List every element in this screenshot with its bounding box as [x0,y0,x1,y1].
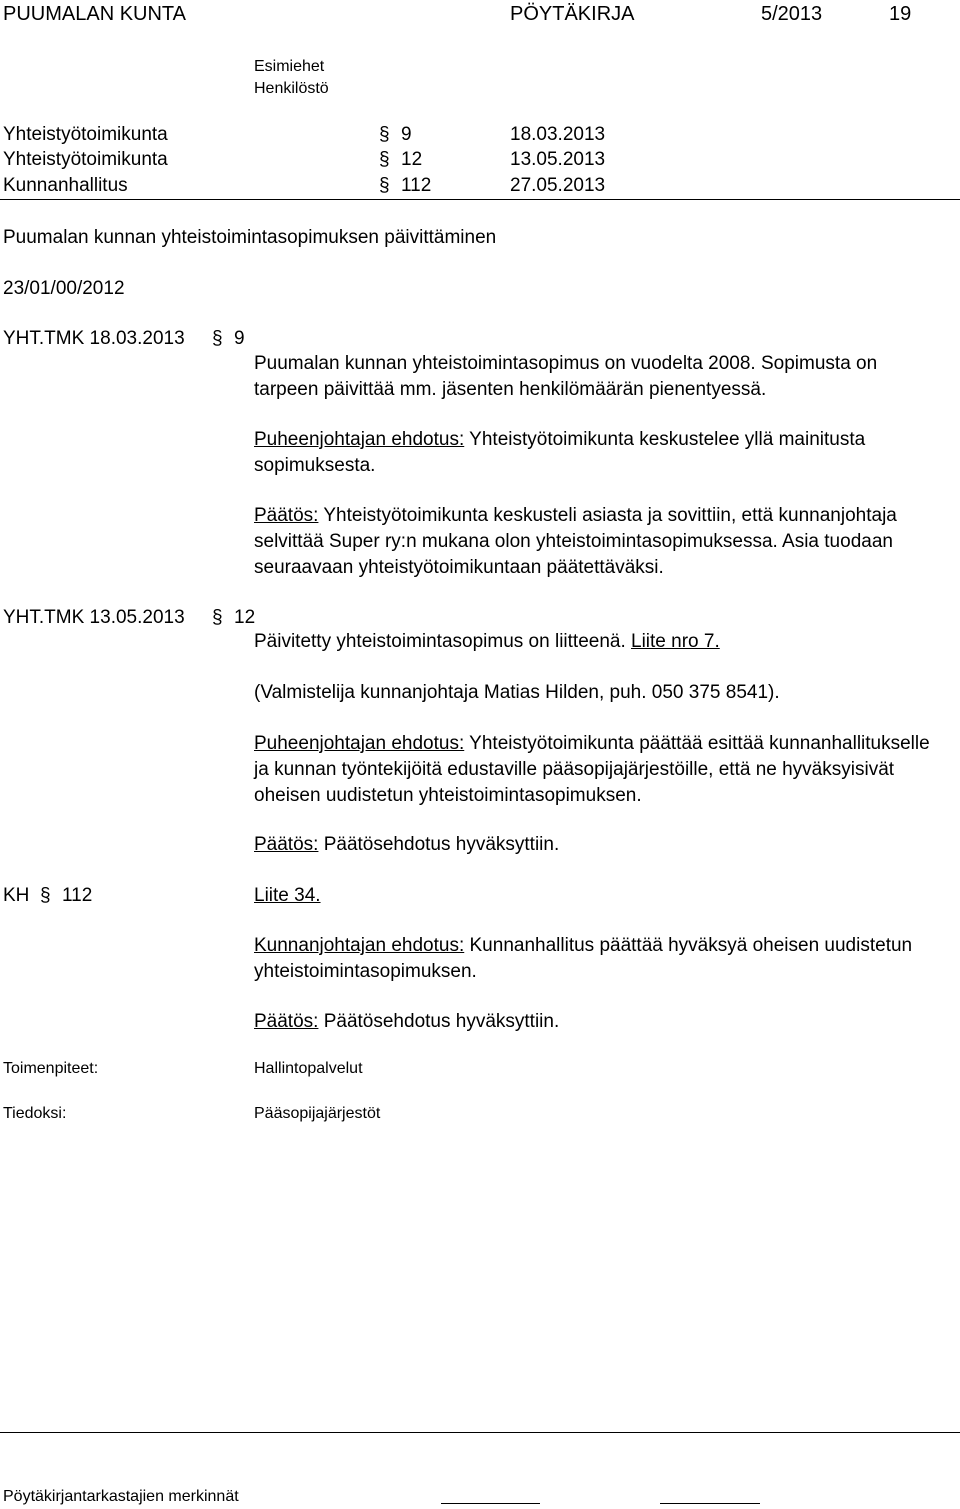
signature-line [441,1503,540,1504]
footer-rule [0,1432,960,1433]
proposal-label: Puheenjohtajan ehdotus: [254,429,465,450]
meeting-body: Yhteistyötoimikunta [3,149,168,170]
decision-text: Yhteistyötoimikunta keskusteli asiasta ja sovittiin, että kunnanjohtaja selvittää Super ry:n mukana olon yhteistoimintasopimuksessa. Asia tuodaan seuraavaan yhteistyötoimikuntaan päätettäväksi. [254,505,897,578]
item-reference: YHT.TMK 13.05.2013 [3,607,185,628]
proposal-label: Puheenjohtajan ehdotus: [254,733,465,754]
attachment-link[interactable]: Liite 34. [254,885,321,906]
item-intro [254,629,944,655]
recipient: Henkilöstö [254,80,329,97]
meeting-section-number: 112 [401,175,432,196]
item-intro: Puumalan kunnan yhteistoimintasopimus on vuodelta 2008. Sopimusta on tarpeen päivittää mm. jäsenten henkilömäärän pienentyessä. [254,353,878,400]
header-doc-no: 5/2013 [761,3,823,25]
proposal-text: Yhteistyötoimikunta keskustelee yllä mainitusta sopimuksesta. [254,429,866,476]
decision [254,832,944,858]
info-label: Tiedoksi: [3,1105,67,1122]
actions-label: Toimenpiteet: [3,1060,99,1077]
proposal-text: Yhteistyötoimikunta päättää esittää kunnanhallitukselle ja kunnan työntekijöitä edustaville pääsopijajärjestöille, että ne hyväksyisivät oheisen uudistetun yhteistoimintasopimuksen. [254,733,930,806]
intro-text: Päivitetty yhteistoimintasopimus on liitteenä. [254,631,632,652]
decision-label: Päätös: [254,834,319,855]
header-page-number: 19 [889,3,912,25]
section-sign: § [379,175,390,196]
recipient: Esimiehet [254,58,325,75]
section-sign: § [212,328,223,349]
decision [254,503,944,581]
item-section-number: 9 [234,328,245,349]
section-sign: § [40,885,51,906]
meeting-date: 18.03.2013 [510,124,606,145]
attachment-link[interactable]: Liite nro 7. [631,631,720,652]
record-number: 23/01/00/2012 [3,278,125,299]
actions-value: Hallintopalvelut [254,1060,363,1077]
decision-label: Päätös: [254,1011,319,1032]
item-reference: KH [3,885,30,906]
signature-line [660,1503,760,1504]
info-value: Pääsopijajärjestöt [254,1105,381,1122]
header-doc-type: PÖYTÄKIRJA [510,3,635,25]
preparer-note: (Valmistelija kunnanjohtaja Matias Hilden, puh. 050 375 8541). [254,682,780,703]
item-reference: YHT.TMK 18.03.2013 [3,328,185,349]
footer-label: Pöytäkirjantarkastajien merkinnät [3,1488,239,1505]
item-section-number: 112 [62,885,93,906]
decision-label: Päätös: [254,505,319,526]
proposal-text: Kunnanhallitus päättää hyväksyä oheisen uudistetun yhteistoimintasopimuksen. [254,935,913,982]
chair-proposal [254,427,944,479]
decision-text: Päätösehdotus hyväksyttiin. [318,834,560,855]
decision [254,1009,944,1035]
section-sign: § [379,124,390,145]
decision-text: Päätösehdotus hyväksyttiin. [318,1011,560,1032]
meeting-section-number: 12 [401,149,423,170]
proposal-label: Kunnanjohtajan ehdotus: [254,935,465,956]
meeting-section-number: 9 [401,124,412,145]
chair-proposal [254,731,944,809]
section-sign: § [212,607,223,628]
item-section-number: 12 [234,607,256,628]
meeting-date: 13.05.2013 [510,149,606,170]
subject-title: Puumalan kunnan yhteistoimintasopimuksen päivittäminen [3,227,497,248]
section-sign: § [379,149,390,170]
meeting-list-rule [0,199,960,200]
meeting-body: Kunnanhallitus [3,175,128,196]
meeting-date: 27.05.2013 [510,175,606,196]
meeting-body: Yhteistyötoimikunta [3,124,168,145]
header-org: PUUMALAN KUNTA [3,3,186,25]
manager-proposal [254,933,934,985]
